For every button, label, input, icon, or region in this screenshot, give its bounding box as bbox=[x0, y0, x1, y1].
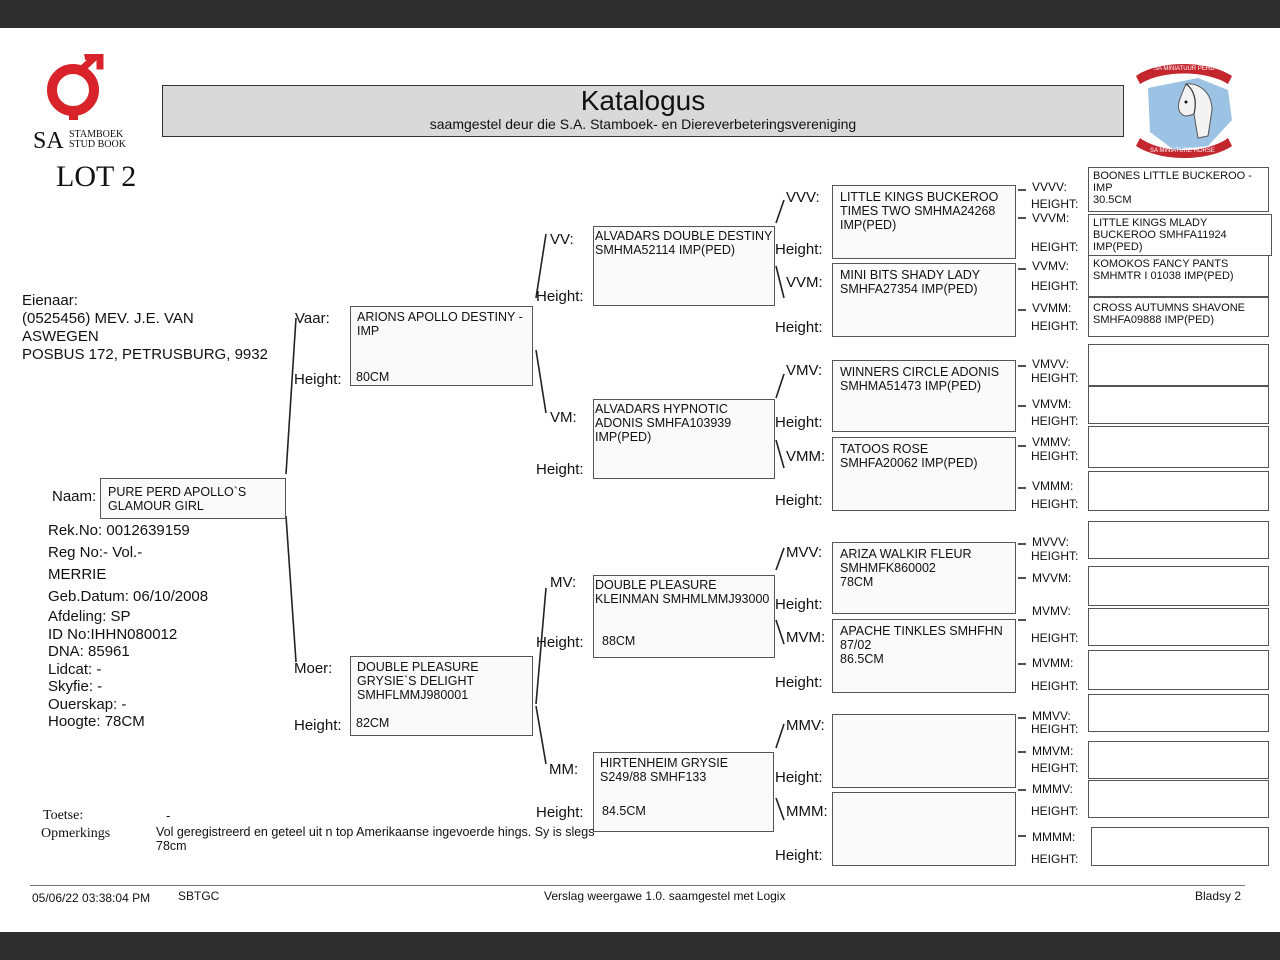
mmvv-height-label: HEIGHT: bbox=[1031, 722, 1079, 736]
vvvm-name: LITTLE KINGS MLADY BUCKEROO SMHFA11924 IMP(PED) bbox=[1093, 217, 1227, 253]
footer-timestamp: 05/06/22 03:38:04 PM bbox=[32, 891, 151, 905]
mvvm-label: MVVM: bbox=[1032, 571, 1072, 585]
vvvv-height-label: HEIGHT: bbox=[1031, 197, 1079, 211]
owner-block bbox=[22, 292, 268, 364]
mmmv-box bbox=[1088, 780, 1269, 818]
moer-label: Moer: bbox=[294, 660, 333, 677]
mvmm-box bbox=[1088, 650, 1269, 690]
vvmv-height-label: HEIGHT: bbox=[1031, 279, 1079, 293]
vvvm-label: VVVM: bbox=[1032, 211, 1070, 225]
catalogue-header bbox=[162, 85, 1124, 137]
toetse-label: Toetse: bbox=[43, 808, 84, 823]
mv-height: 88CM bbox=[602, 634, 636, 648]
dna: DNA: 85961 bbox=[48, 643, 130, 660]
mmmm-label: MMMM: bbox=[1032, 830, 1076, 844]
mvvv-label: MVVV: bbox=[1032, 535, 1069, 549]
vvv-name: LITTLE KINGS BUCKEROO TIMES TWO SMHMA24268 IMP(PED) bbox=[840, 190, 999, 232]
mmm-height-label: Height: bbox=[775, 847, 823, 864]
mmvv-box bbox=[1088, 694, 1269, 732]
horse-name: PURE PERD APOLLO`S GLAMOUR GIRL bbox=[108, 485, 247, 513]
vmv-label: VMV: bbox=[786, 362, 823, 379]
mmvm-height-label: HEIGHT: bbox=[1031, 761, 1079, 775]
mvm-box bbox=[832, 619, 1016, 693]
mvm-name: APACHE TINKLES SMHFHN 87/02 bbox=[840, 624, 1003, 652]
mmvm-box bbox=[1088, 741, 1269, 779]
vv-box bbox=[593, 226, 775, 306]
vmmm-height-label: HEIGHT: bbox=[1031, 497, 1079, 511]
vmmv-label: VMMV: bbox=[1032, 435, 1071, 449]
vvm-height-label: Height: bbox=[775, 319, 823, 336]
dam-name: DOUBLE PLEASURE GRYSIE`S DELIGHT SMHFLMMJ980001 bbox=[357, 660, 479, 702]
id-no: ID No:IHHN080012 bbox=[48, 625, 178, 643]
mvv-box bbox=[832, 542, 1016, 614]
mmmv-label: MMMV: bbox=[1032, 782, 1073, 796]
horse-name-box bbox=[100, 478, 286, 519]
vmm-name: TATOOS ROSE SMHFA20062 IMP(PED) bbox=[840, 442, 978, 470]
vvv-height-label: Height: bbox=[775, 241, 823, 258]
moer-height-label: Height: bbox=[294, 717, 342, 734]
lot-number: LOT 2 bbox=[56, 160, 137, 193]
vmmv-box bbox=[1088, 426, 1269, 468]
mmmv-height-label: HEIGHT: bbox=[1031, 804, 1079, 818]
horse-badge-icon bbox=[1128, 58, 1240, 160]
mv-height-label: Height: bbox=[536, 634, 584, 651]
vvm-label: VVM: bbox=[786, 274, 823, 291]
vvvm-box bbox=[1088, 214, 1272, 256]
hoogte: Hoogte: 78CM bbox=[48, 713, 145, 730]
mm-height: 84.5CM bbox=[602, 804, 646, 818]
mv-name: DOUBLE PLEASURE KLEINMAN SMHMLMMJ93000 bbox=[595, 578, 770, 606]
mmv-box bbox=[832, 714, 1016, 788]
owner-line2: ASWEGEN bbox=[22, 328, 99, 345]
mvvv-height-label: HEIGHT: bbox=[1031, 549, 1079, 563]
owner-line3: POSBUS 172, PETRUSBURG, 9932 bbox=[22, 346, 268, 363]
vmv-name: WINNERS CIRCLE ADONIS SMHMA51473 IMP(PED) bbox=[840, 365, 1000, 393]
sire-height: 80CM bbox=[356, 370, 390, 384]
vvv-box bbox=[832, 185, 1016, 259]
mvmv-box bbox=[1088, 608, 1269, 646]
logo-sa-text: SA bbox=[33, 128, 64, 154]
vm-name: ALVADARS HYPNOTIC ADONIS SMHFA103939 IMP(PED) bbox=[595, 402, 732, 444]
mm-label: MM: bbox=[549, 761, 579, 778]
badge-bottom-text: SA MINIATURE HORSE bbox=[1150, 148, 1215, 154]
mm-height-label: Height: bbox=[536, 804, 584, 821]
document-page bbox=[0, 28, 1280, 932]
mmvm-label: MMVM: bbox=[1032, 744, 1074, 758]
vvmm-box bbox=[1088, 297, 1269, 337]
birth-date: Geb.Datum: 06/10/2008 bbox=[48, 588, 209, 605]
catalogue-subtitle: saamgestel deur die S.A. Stamboek- en Diereverbeteringsvereniging bbox=[429, 116, 857, 132]
lidcat: Lidcat: - bbox=[48, 660, 102, 678]
mmv-height-label: Height: bbox=[775, 769, 823, 786]
mvmm-label: MVMM: bbox=[1032, 656, 1074, 670]
mmmm-height-label: HEIGHT: bbox=[1031, 852, 1079, 866]
vmvm-height-label: HEIGHT: bbox=[1031, 414, 1079, 428]
horse-details bbox=[48, 520, 208, 608]
miniature-horse-badge bbox=[1128, 58, 1240, 160]
vvmv-label: VVMV: bbox=[1032, 259, 1069, 273]
mmvv-label: MMVV: bbox=[1032, 709, 1071, 723]
vvm-box bbox=[832, 263, 1016, 337]
vv-height-label: Height: bbox=[536, 288, 584, 305]
vvvv-box bbox=[1088, 167, 1269, 212]
vmmm-box bbox=[1088, 471, 1269, 511]
vvmm-height-label: HEIGHT: bbox=[1031, 319, 1079, 333]
vmm-box bbox=[832, 437, 1016, 511]
mm-name: HIRTENHEIM GRYSIE S249/88 SMHF133 bbox=[600, 756, 729, 784]
vmvv-label: VMVV: bbox=[1032, 357, 1069, 371]
vmvm-box bbox=[1088, 386, 1269, 424]
vmv-height-label: Height: bbox=[775, 414, 823, 431]
footer-version: Verslag weergawe 1.0. saamgestel met Logix bbox=[544, 889, 786, 903]
vmmv-height-label: HEIGHT: bbox=[1031, 449, 1079, 463]
footer-org: SBTGC bbox=[178, 889, 220, 903]
horse-details-2 bbox=[48, 608, 177, 731]
rek-no: Rek.No: 0012639159 bbox=[48, 522, 190, 539]
mvv-name: ARIZA WALKIR FLEUR SMHMFK860002 bbox=[840, 547, 972, 575]
mm-box bbox=[593, 752, 774, 832]
footer-divider bbox=[30, 885, 1245, 886]
vm-box bbox=[593, 399, 775, 479]
naam-label: Naam: bbox=[52, 488, 97, 505]
vm-height-label: Height: bbox=[536, 461, 584, 478]
stamboek-logo-icon bbox=[44, 54, 106, 120]
mmm-label: MMM: bbox=[786, 803, 828, 820]
vvv-label: VVV: bbox=[786, 189, 820, 206]
skyfie: Skyfie: - bbox=[48, 678, 103, 695]
sire-box bbox=[350, 306, 533, 386]
mvm-height-label: Height: bbox=[775, 674, 823, 691]
owner-label: Eienaar: bbox=[22, 292, 78, 309]
mmm-box bbox=[832, 792, 1016, 866]
mv-label: MV: bbox=[550, 574, 577, 591]
mvmm-height-label: HEIGHT: bbox=[1031, 679, 1079, 693]
vmvv-height-label: HEIGHT: bbox=[1031, 371, 1079, 385]
mvv-height-label: Height: bbox=[775, 596, 823, 613]
opmerkings-label: Opmerkings bbox=[41, 826, 111, 841]
vmmm-label: VMMM: bbox=[1032, 479, 1074, 493]
vmvm-label: VMVM: bbox=[1032, 397, 1072, 411]
ouerskap: Ouerskap: - bbox=[48, 695, 127, 713]
vaar-label: Vaar: bbox=[295, 310, 330, 327]
toetse-value: - bbox=[166, 808, 171, 823]
mv-box bbox=[593, 575, 775, 658]
mmv-label: MMV: bbox=[786, 717, 825, 734]
logo-line2: STUD BOOK bbox=[69, 139, 126, 150]
mvvv-box bbox=[1088, 521, 1269, 559]
vvmv-box bbox=[1088, 255, 1269, 297]
mvv-height: 78CM bbox=[840, 575, 874, 589]
sire-name: ARIONS APOLLO DESTINY - IMP bbox=[357, 310, 523, 338]
mvm-label: MVM: bbox=[786, 629, 826, 646]
vmv-box bbox=[832, 360, 1016, 432]
vv-name: ALVADARS DOUBLE DESTINY SMHMA52114 IMP(PED) bbox=[595, 229, 773, 257]
vvm-name: MINI BITS SHADY LADY SMHFA27354 IMP(PED) bbox=[840, 268, 980, 296]
vvvv-label: VVVV: bbox=[1032, 180, 1067, 194]
mvvm-box bbox=[1088, 566, 1269, 606]
vvvv-height: 30.5CM bbox=[1093, 194, 1132, 206]
vvmm-name: CROSS AUTUMNS SHAVONE SMHFA09888 IMP(PED) bbox=[1093, 302, 1245, 326]
vvmv-name: KOMOKOS FANCY PANTS SMHMTR I 01038 IMP(PED) bbox=[1093, 258, 1234, 282]
vvvv-name: BOONES LITTLE BUCKEROO - IMP bbox=[1093, 170, 1252, 194]
reg-no: Reg No:- Vol.- bbox=[48, 544, 143, 561]
vvmm-label: VVMM: bbox=[1032, 301, 1072, 315]
vvvm-height-label: HEIGHT: bbox=[1031, 240, 1079, 254]
catalogue-title: Katalogus bbox=[580, 85, 706, 116]
logo-line1: STAMBOEK bbox=[69, 129, 124, 140]
vmm-label: VMM: bbox=[786, 448, 826, 465]
vmvv-box bbox=[1088, 344, 1269, 386]
vv-label: VV: bbox=[550, 231, 574, 248]
dam-height: 82CM bbox=[356, 716, 390, 730]
badge-top-text: SA MINIATUUR PERD bbox=[1154, 66, 1215, 72]
mmmm-box bbox=[1091, 827, 1269, 866]
afdeling: Afdeling: SP bbox=[48, 608, 131, 625]
dam-box bbox=[350, 656, 533, 736]
owner-line1: (0525456) MEV. J.E. VAN bbox=[22, 310, 194, 327]
vm-label: VM: bbox=[550, 409, 577, 426]
opmerkings-value: Vol geregistreerd en geteel uit n top Amerikaanse ingevoerde hings. Sy is slegs 78cm bbox=[156, 825, 595, 853]
mvm-height: 86.5CM bbox=[840, 652, 884, 666]
vaar-height-label: Height: bbox=[294, 371, 342, 388]
footer-page-number: Bladsy 2 bbox=[1195, 889, 1242, 903]
mvmv-height-label: HEIGHT: bbox=[1031, 631, 1079, 645]
vmm-height-label: Height: bbox=[775, 492, 823, 509]
mvmv-label: MVMV: bbox=[1032, 604, 1071, 618]
mvv-label: MVV: bbox=[786, 544, 823, 561]
sex: MERRIE bbox=[48, 566, 107, 583]
logo-subtitle bbox=[69, 130, 126, 150]
